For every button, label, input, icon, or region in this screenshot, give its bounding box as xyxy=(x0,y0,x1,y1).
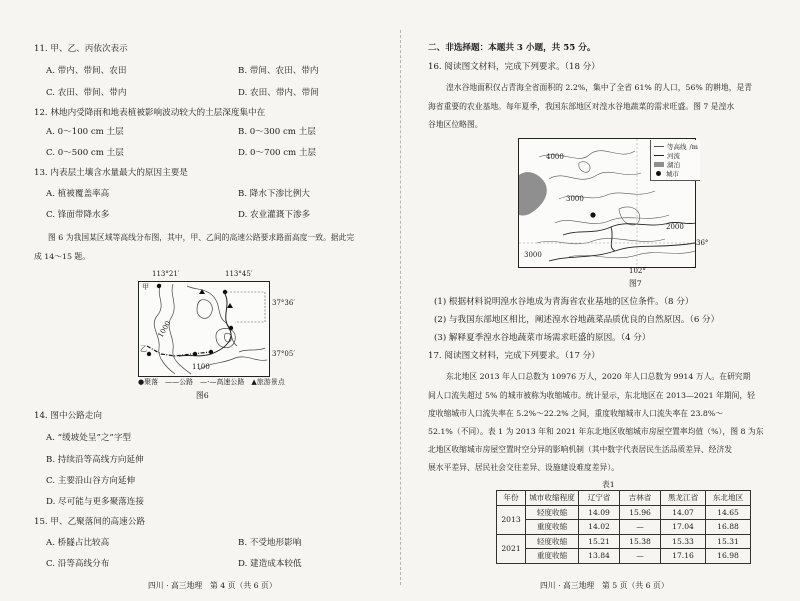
q12-option-b: B. 0～300 cm 土层 xyxy=(238,127,316,137)
q13-option-b: B. 降水下渗比例大 xyxy=(238,189,310,199)
q11-option-b: B. 带间、农田、带内 xyxy=(238,66,319,76)
table1-value-cell: 15.21 xyxy=(579,534,620,549)
fig7-lat-label: 36° xyxy=(696,239,709,247)
fig6-settlement xyxy=(147,352,151,356)
fig7-contour xyxy=(579,162,590,173)
q12-stem: 12. 林地内受降雨和地表植被影响波动较大的土层深度集中在 xyxy=(34,108,266,118)
q15-option-a: A. 桥隧占比较高 xyxy=(46,538,110,548)
river-line-icon xyxy=(654,155,664,156)
table1-header-cell: 黑龙江省 xyxy=(661,491,706,506)
fig6-contour xyxy=(187,286,237,346)
table1-value-cell: 14.65 xyxy=(706,505,751,520)
table1-value-cell: 14.02 xyxy=(579,520,620,535)
fig7-river xyxy=(611,227,615,251)
fig7-contour-label-4000: 4000 xyxy=(546,153,564,161)
table1-value-cell: 14.07 xyxy=(661,505,706,520)
table1-type-cell: 重度收缩 xyxy=(526,520,579,535)
q17-material-line4: 52.1%（不同）。表 1 为 2013 年和 2021 年东北地区收缩城市房屋空置率均值（%），图 8 为东 xyxy=(428,427,764,436)
fig6-contour xyxy=(169,284,191,374)
table1-type-cell: 轻度收缩 xyxy=(526,505,579,520)
q16-requirement-1: (1) 根据材料说明湟水谷地成为青海省农业基地的区位条件。（8 分） xyxy=(434,297,694,307)
fig6-caption: 图6 xyxy=(196,391,209,400)
fig7-lon-label: 102° xyxy=(629,267,646,275)
fig7-contour xyxy=(619,207,640,225)
table-row xyxy=(497,534,751,549)
table1-type-cell: 重度收缩 xyxy=(526,549,579,564)
contour-line-icon xyxy=(654,146,664,147)
q16-material-line1: 湟水谷地面积仅占青海全省面积的 2.2%，集中了全省 61% 的人口，56% 的耕地，是青 xyxy=(446,83,753,92)
q13-option-d: D. 农业灌溉下渗多 xyxy=(238,210,311,220)
q14-15-intro-line1: 图 6 为我国某区域等高线分布图，其中，甲、乙间的高速公路要求路面高度一致。据此完 xyxy=(48,233,355,242)
table1-header-cell: 城市收缩程度 xyxy=(526,491,579,506)
table1-value-cell: 15.96 xyxy=(620,505,661,520)
fig6-settlement xyxy=(223,290,227,294)
q17-material-line6: 展水平差异、居民社会交往差异、设施建设难度差异）。 xyxy=(428,463,620,472)
q14-option-c: C. 主要沿山谷方向延伸 xyxy=(46,476,136,486)
fig7-legend-contour-label: 等高线 xyxy=(667,143,687,151)
fig7-contour xyxy=(555,215,669,224)
table1-value-cell: 15.38 xyxy=(620,534,661,549)
q12-option-a: A. 0～100 cm 土层 xyxy=(46,127,124,137)
q17-material-line5: 北地区收缩城市房屋空置时空分异的影响机制（其中数字代表居民生活品质差异、经济发 xyxy=(428,445,733,454)
q13-stem: 13. 内表层土壤含水量最大的原因主要是 xyxy=(34,168,188,178)
fig6-expressway xyxy=(147,346,211,356)
q14-15-intro-line2: 成 14～15 题。 xyxy=(34,252,90,261)
fig6-lat-label-1: 37°36′ xyxy=(272,299,295,307)
section-title: 二、非选择题：本题共 3 小题，共 55 分。 xyxy=(428,43,596,53)
fig7-legend-city-label: 城市 xyxy=(666,170,679,178)
fig7-legend-lake xyxy=(654,160,698,169)
q14-option-d: D. 尽可能与更多聚落连接 xyxy=(46,497,144,507)
table1-value-cell: 13.84 xyxy=(579,549,620,564)
table1-type-cell: 轻度收缩 xyxy=(526,534,579,549)
table1-value-cell: — xyxy=(620,549,661,564)
fig6-settlement xyxy=(157,284,161,288)
fig6-contour-label-1000: 1000 xyxy=(156,319,173,339)
q16-material-line2: 海省重要的农业基地。每年夏季，我国东部地区对湟水谷地蔬菜的需求旺盛。图 7 是湟水 xyxy=(428,102,735,111)
fig6-contour xyxy=(239,348,265,352)
q15-stem: 15. 甲、乙聚落间的高速公路 xyxy=(34,517,145,527)
fig7-legend-contour xyxy=(654,142,698,151)
table1-header-cell: 辽宁省 xyxy=(579,491,620,506)
fig7-caption: 图7 xyxy=(629,279,642,288)
fig7-city xyxy=(590,212,595,217)
city-dot-icon xyxy=(656,171,661,176)
fig7-contour xyxy=(549,172,641,179)
table-row xyxy=(497,505,751,520)
fig6-label-yi: 乙 xyxy=(140,345,147,353)
fig7-lake xyxy=(519,172,547,215)
fig6-settlement xyxy=(209,350,213,354)
fig6-contour-label-1100: 1100 xyxy=(192,363,210,371)
table1-year-cell: 2013 xyxy=(497,505,526,534)
q15-option-b: B. 不受地形影响 xyxy=(238,538,302,548)
fig7-legend-city xyxy=(654,169,698,178)
fig6-label-jia: 甲 xyxy=(142,283,149,291)
fig7-legend-river-label: 河流 xyxy=(667,152,680,160)
q14-option-a: A. “缓坡处呈”之”字型 xyxy=(46,433,132,443)
q17-material-line1: 东北地区 2013 年人口总数为 10976 万人，2020 年人口总数为 9914 万人。在研究期 xyxy=(446,372,751,381)
table1-value-cell: 15.31 xyxy=(706,534,751,549)
q17-material-line3: 度收缩城市人口流失率在 5.2%～22.2% 之间，重度收缩城市人口流失率在 23.8%～ xyxy=(428,409,724,418)
fig7-contour xyxy=(569,251,695,258)
q15-option-c: C. 沿等高线分布 xyxy=(46,559,110,569)
q12-option-d: D. 0～700 cm 土层 xyxy=(238,148,317,158)
q11-option-c: C. 农田、带间、带内 xyxy=(46,88,127,98)
q16-material-line3: 谷地区位略图。 xyxy=(428,120,483,129)
fig7-legend-contour-unit: /m xyxy=(689,142,698,151)
fig7-contour-label-3000b: 3000 xyxy=(524,251,542,259)
table1-value-cell: — xyxy=(620,520,661,535)
q12-option-c: C. 0～500 cm 土层 xyxy=(46,148,124,158)
q11-stem: 11. 甲、乙、丙依次表示 xyxy=(34,44,128,54)
fig6-lon-label-2: 113°45′ xyxy=(225,270,253,278)
table1-header-row xyxy=(497,491,751,506)
fig7-legend-river xyxy=(654,151,698,160)
table-row xyxy=(497,549,751,564)
q16-stem: 16. 阅读图文材料，完成下列要求。（18 分） xyxy=(428,62,600,72)
fig6-lat-label-2: 37°05′ xyxy=(272,350,295,358)
q16-requirement-3: (3) 解释夏季湟水谷地蔬菜市场需求旺盛的原因。（4 分） xyxy=(434,333,651,343)
table1-value-cell: 14.09 xyxy=(579,505,620,520)
table1-header-cell: 年份 xyxy=(497,491,526,506)
fig7-legend-lake-label: 湖泊 xyxy=(667,161,680,169)
fig6-tourist-spot xyxy=(227,303,233,308)
fig7-contour-label-2000: 2000 xyxy=(666,223,684,231)
q16-requirement-2: (2) 与我国东部地区相比，阐述湟水谷地蔬菜品质优良的自然原因。（6 分） xyxy=(434,315,720,325)
right-page-footer: 四川 · 高三地理 第 5 页（共 6 页） xyxy=(540,581,669,590)
table1-value-cell: 16.98 xyxy=(706,549,751,564)
q11-option-a: A. 带内、带间、农田 xyxy=(46,66,127,76)
table1-year-cell: 2021 xyxy=(497,534,526,563)
table1-header-cell: 吉林省 xyxy=(620,491,661,506)
q11-option-d: D. 农田、带内、带间 xyxy=(238,88,319,98)
q17-stem: 17. 阅读图文材料，完成下列要求。（17 分） xyxy=(428,351,600,361)
q17-material-line2: 间人口流失超过 5% 的城市被称为收缩城市。统计显示，东北地区在 2013—2021 年期间，轻 xyxy=(428,391,756,400)
fig6-settlement xyxy=(193,352,197,356)
table-row xyxy=(497,520,751,535)
q13-option-c: C. 锋面带降水多 xyxy=(46,210,110,220)
q15-option-d: D. 建造成本较低 xyxy=(238,559,302,569)
fig7-legend xyxy=(650,140,700,181)
right-page xyxy=(400,0,800,601)
table1 xyxy=(496,490,751,564)
fig7-contour-label-3000a: 3000 xyxy=(566,195,584,203)
fig7-river xyxy=(549,243,695,261)
fig6-contour xyxy=(197,300,212,319)
q14-option-b: B. 持续沿等高线方向延伸 xyxy=(46,455,144,465)
table1-value-cell: 16.88 xyxy=(706,520,751,535)
left-page-footer: 四川 · 高三地理 第 4 页（共 6 页） xyxy=(148,581,277,590)
q13-option-a: A. 植被覆盖率高 xyxy=(46,189,110,199)
fig6-highway xyxy=(179,294,231,356)
table1-value-cell: 17.16 xyxy=(661,549,706,564)
fig6-legend: ●聚落 ——公路 —·—高速公路 ▲旅游景点 xyxy=(138,378,285,386)
table1-value-cell: 17.04 xyxy=(661,520,706,535)
fig6-lon-label-1: 113°21′ xyxy=(152,270,180,278)
fig6-settlement xyxy=(229,326,233,330)
q14-stem: 14. 图中公路走向 xyxy=(34,411,102,421)
table1-value-cell: 15.33 xyxy=(661,534,706,549)
table1-title: 表1 xyxy=(602,480,615,489)
table1-header-cell: 东北地区 xyxy=(706,491,751,506)
lake-swatch-icon xyxy=(654,162,664,167)
